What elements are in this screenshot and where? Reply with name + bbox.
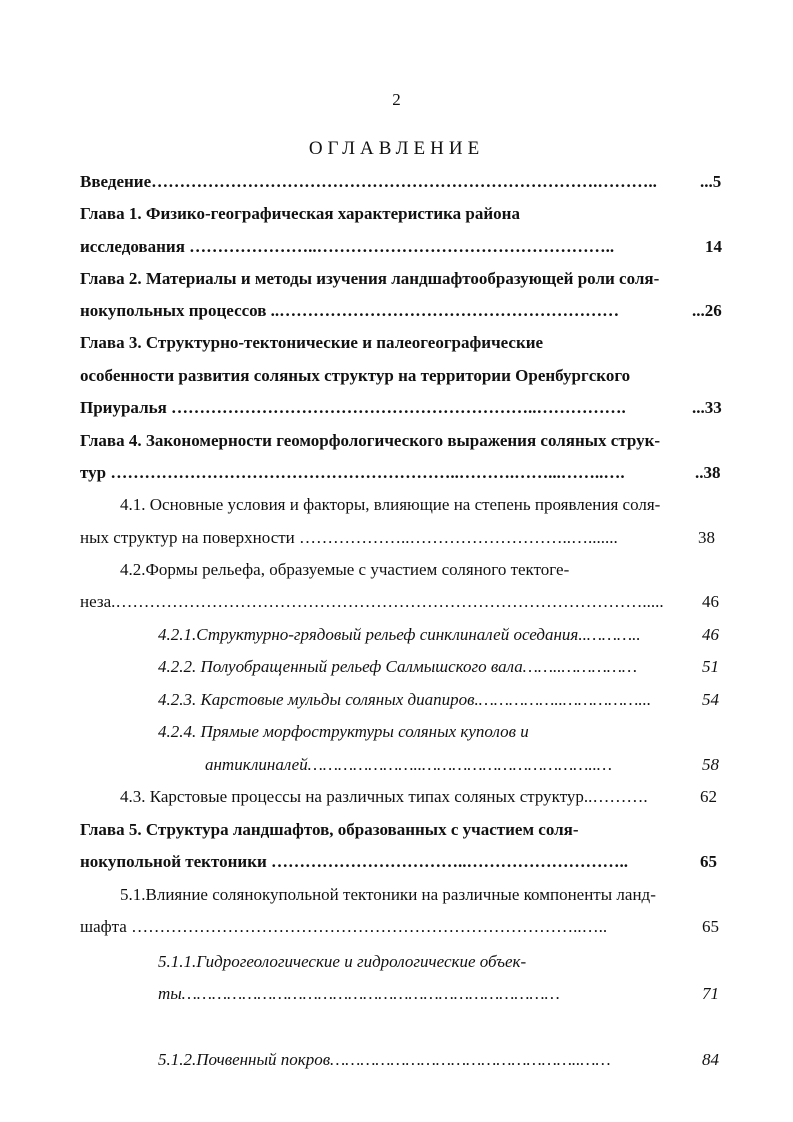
toc-entry-text: 4.2.3. Карстовые мульды соляных диапиров.……………..……………... bbox=[158, 690, 652, 709]
toc-entry-page: ...33 bbox=[692, 398, 722, 417]
toc-entry-section-5-1-1[interactable] bbox=[0, 950, 793, 974]
page-number: 2 bbox=[392, 90, 401, 109]
toc-entry-page: ...26 bbox=[692, 301, 722, 320]
toc-entry-text: нокупольной тектоники ……………………………..……………………….. bbox=[80, 852, 629, 871]
toc-entry-text: 4.2.2. Полуобращенный рельеф Салмышского вала……..…………… bbox=[158, 657, 638, 676]
toc-entry-chapter-1-cont[interactable] bbox=[0, 235, 793, 259]
toc-entry-text: 5.1.1.Гидрогеологические и гидрологические объек- bbox=[158, 952, 527, 971]
toc-entry-chapter-4[interactable] bbox=[0, 429, 793, 453]
toc-entry-text: Глава 5. Структура ландшафтов, образованных с участием соля- bbox=[80, 820, 579, 839]
toc-entry-page: 38 bbox=[698, 528, 715, 547]
toc-entry-text: нокупольных процессов ..…………………………………………………… bbox=[80, 301, 620, 320]
toc-entry-page: 71 bbox=[702, 984, 719, 1003]
toc-entry-section-4-2-3[interactable] bbox=[0, 688, 793, 712]
toc-entry-chapter-5-cont[interactable] bbox=[0, 850, 793, 874]
toc-entry-section-4-1-cont[interactable] bbox=[0, 526, 793, 550]
toc-entry-chapter-3[interactable] bbox=[0, 331, 793, 355]
toc-entry-text: 5.1.2.Почвенный покров…………………………………………..…… bbox=[158, 1050, 611, 1069]
toc-entry-introduction[interactable] bbox=[0, 170, 793, 194]
toc-entry-text: неза.…………………………………………………………………………………..... bbox=[80, 592, 664, 611]
toc-entry-text: тур ……………………………………………………..……….……...……..…. bbox=[80, 463, 625, 482]
toc-entry-text: Приуралья ………………………………………………………..……………. bbox=[80, 398, 626, 417]
toc-entry-section-5-1-1-cont[interactable] bbox=[0, 982, 793, 1006]
toc-entry-chapter-2-cont[interactable] bbox=[0, 299, 793, 323]
toc-entry-section-4-2[interactable] bbox=[0, 558, 793, 582]
toc-entry-text: шафта ……………………………………………………………………..….. bbox=[80, 917, 608, 936]
toc-entry-text: Введение…………………………………………………………………….……….. bbox=[80, 172, 657, 191]
toc-entry-text: Глава 4. Закономерности геоморфологического выражения соляных струк- bbox=[80, 431, 661, 450]
toc-entry-page: 62 bbox=[700, 787, 717, 806]
toc-entry-page: ..38 bbox=[695, 463, 721, 482]
toc-entry-chapter-1[interactable] bbox=[0, 202, 793, 226]
toc-entry-page: 54 bbox=[702, 690, 719, 709]
toc-entry-chapter-5[interactable] bbox=[0, 818, 793, 842]
toc-entry-text: Глава 2. Материалы и методы изучения ландшафтообразующей роли соля- bbox=[80, 269, 660, 288]
toc-entry-section-4-2-4[interactable] bbox=[0, 720, 793, 744]
toc-entry-section-4-2-2[interactable] bbox=[0, 655, 793, 679]
toc-entry-section-5-1-cont[interactable] bbox=[0, 915, 793, 939]
toc-entry-page: 58 bbox=[702, 755, 719, 774]
toc-entry-text: 4.2.4. Прямые морфоструктуры соляных куполов и bbox=[158, 722, 529, 741]
toc-entry-text: ты………………………………………………………………… bbox=[158, 984, 560, 1003]
toc-entry-chapter-3-cont[interactable] bbox=[0, 364, 793, 388]
toc-entry-text: 4.2.Формы рельефа, образуемые с участием соляного тектоге- bbox=[120, 560, 570, 579]
toc-entry-section-4-3[interactable] bbox=[0, 785, 793, 809]
toc-entry-text: ных структур на поверхности ………………..………………………..…....... bbox=[80, 528, 618, 547]
toc-entry-page: 46 bbox=[702, 592, 719, 611]
toc-entry-text: 5.1.Влияние солянокупольной тектоники на различные компоненты ланд- bbox=[120, 885, 656, 904]
toc-entry-section-4-2-1[interactable] bbox=[0, 623, 793, 647]
toc-entry-chapter-2[interactable] bbox=[0, 267, 793, 291]
toc-entry-page: 84 bbox=[702, 1050, 719, 1069]
toc-entry-section-5-1[interactable] bbox=[0, 883, 793, 907]
toc-entry-page: ...5 bbox=[700, 172, 722, 191]
toc-entry-text: особенности развития соляных структур на территории Оренбургского bbox=[80, 366, 631, 385]
toc-entry-text: 4.2.1.Структурно-грядовый рельеф синклиналей оседания..……….. bbox=[158, 625, 641, 644]
toc-entry-page: 46 bbox=[702, 625, 719, 644]
toc-entry-text: Глава 1. Физико-географическая характеристика района bbox=[80, 204, 520, 223]
toc-entry-text: 4.1. Основные условия и факторы, влияющие на степень проявления соля- bbox=[120, 495, 661, 514]
toc-entry-chapter-4-cont[interactable] bbox=[0, 461, 793, 485]
toc-entry-section-4-1[interactable] bbox=[0, 493, 793, 517]
toc-entry-section-4-2-cont[interactable] bbox=[0, 590, 793, 614]
toc-entry-page: 14 bbox=[705, 237, 722, 256]
toc-entry-text: Глава 3. Структурно-тектонические и палеогеографические bbox=[80, 333, 544, 352]
toc-entry-text: антиклиналей…………………..……………………………..… bbox=[205, 755, 612, 774]
toc-entry-text: исследования …………………..…………………………………………….. bbox=[80, 237, 615, 256]
toc-entry-section-4-2-4-cont[interactable] bbox=[0, 753, 793, 777]
toc-entry-page: 51 bbox=[702, 657, 719, 676]
toc-entry-page: 65 bbox=[702, 917, 719, 936]
toc-entry-text: 4.3. Карстовые процессы на различных типах соляных структур..………. bbox=[120, 787, 648, 806]
toc-entry-page: 65 bbox=[700, 852, 717, 871]
toc-entry-section-5-1-2[interactable] bbox=[0, 1048, 793, 1072]
toc-title: ОГЛАВЛЕНИЕ bbox=[308, 138, 485, 159]
toc-entry-chapter-3-cont[interactable] bbox=[0, 396, 793, 420]
